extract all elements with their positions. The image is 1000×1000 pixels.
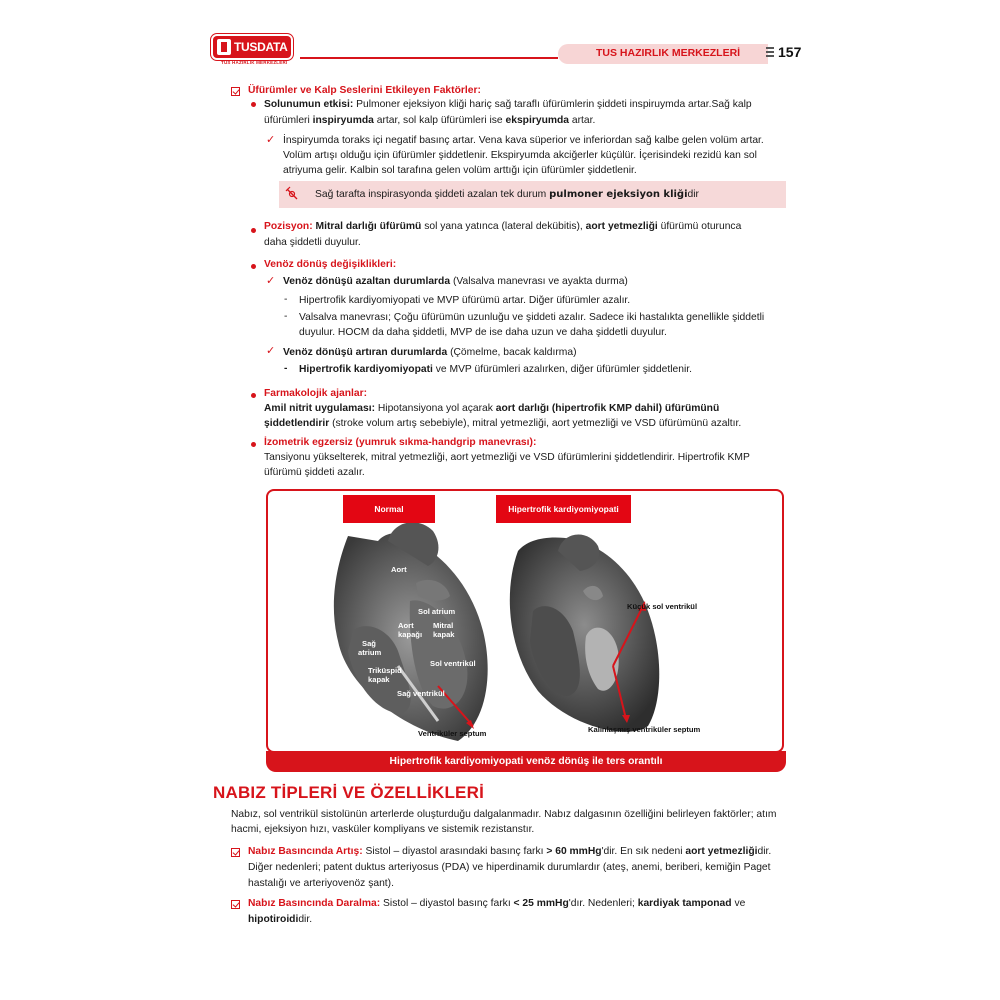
logo-mark-icon [217,39,231,55]
dash-marker: - [284,311,288,322]
figure-caption: Hipertrofik kardiyomiyopati venöz dönüş ile ters orantılı [266,751,786,772]
label-trikuspid-1: Triküspid [368,666,402,675]
page-number: 157 [778,44,802,60]
tab-hcm: Hipertrofik kardiyomiyopati [496,495,631,523]
label-sol-ventrikul: Sol ventrikül [430,659,476,668]
heart-illustrations [268,491,784,753]
logo-text: TUSDATA [234,40,288,54]
label-ventrikuler-septum: Ventriküler septum [418,729,487,738]
pozisyon-line-1: Pozisyon: Mitral darlığı üfürümü sol yana yatınca (lateral dekübitis), aort yetmezliği üfürümü oturunca [264,221,742,232]
header-rule [300,57,558,59]
header-bars-icon [766,47,774,59]
izometrik-label: İzometrik egzersiz (yumruk sıkma-handgrip manevrası): [264,437,537,448]
farma-line-2: şiddetlendirir (stroke volum artış sebebiyle), mitral yetmezliği, aort yetmezliği ve VSD üfürümünü azaltır. [264,418,742,429]
solunum-sub-2: Volüm artışı olduğu için üfürümler şiddetlenir. Ekspiryumda akciğerler küçülür. İçerisindeki rezidü kan sol [283,150,757,161]
venoz-label: Venöz dönüş değişiklikleri: [264,259,397,270]
section-title: Üfürümler ve Kalp Seslerini Etkileyen Faktörler: [248,85,481,96]
label-mitral-2: kapak [433,630,455,639]
checkbox-icon [231,848,240,857]
checkbox-icon [231,900,240,909]
label-sag-ventrikul: Sağ ventrikül [397,689,445,698]
label-mitral-1: Mitral [433,621,454,630]
artis-line-2: Diğer nedenleri; patent duktus arteriyosus (PDA) ve hiperdinamik durumlardır (ateş, anemi, beriberi, kemiğin Paget [248,862,771,873]
daralma-line-1: Nabız Basıncında Daralma: Sistol – diyastol basınç farkı < 25 mmHg'dır. Nedenleri; kardiyak tamponad ve [248,898,746,909]
venoz-artiran: Venöz dönüşü artıran durumlarda (Çömelme, bacak kaldırma) [283,347,577,358]
pozisyon-line-2: daha şiddetli duyulur. [264,237,361,248]
label-trikuspid-2: kapak [368,675,390,684]
stethoscope-note-icon [285,186,299,200]
venoz-item-1: Hipertrofik kardiyomiyopati ve MVP üfürümü artar. Diğer üfürümler azalır. [299,295,631,306]
label-aort-kapagi-1: Aort [398,621,414,630]
venoz-item-2a: Valsalva manevrası; Çoğu üfürümün uzunluğu ve şiddeti azalır. Sadece iki hastalıkta genellikle şiddetli [299,312,765,323]
tab-normal: Normal [343,495,435,523]
dash-marker: - [284,294,288,305]
logo-subtitle: TUS HAZIRLIK MERKEZLERİ [221,60,288,65]
solunum-sub-1: İnspiryumda toraks içi negatif basınç artar. Vena kava süperior ve inferiordan sağ kalbe gelen volüm artar. [283,135,764,146]
label-kucuk-sol-ventrikul: Küçük sol ventrikül [627,602,698,611]
label-sag-atrium-1: Sağ [362,639,376,648]
heart-figure [266,489,784,753]
label-sol-atrium: Sol atrium [418,607,456,616]
nabiz-intro-2: hacmi, ejeksiyon hızı, vasküler kompliyans ve sistemik rezistanstır. [231,824,535,835]
dash-marker: - [284,363,288,374]
section2-title: NABIZ TİPLERİ VE ÖZELLİKLERİ [213,783,484,802]
izometrik-line-1: Tansiyonu yükselterek, mitral yetmezliği, aort yetmezliği ve VSD üfürümlerini şiddetlendirir. Hipertrofik KMP [264,452,750,463]
farma-label: Farmakolojik ajanlar: [264,388,368,399]
venoz-azaltan: Venöz dönüşü azaltan durumlarda (Valsalva manevrası ve ayakta durma) [283,276,628,287]
bullet-icon [251,264,256,269]
venoz-item-2b: duyulur. HOCM da daha şiddetli, MVP de ise daha uzun ve daha şiddetli duyulur. [299,327,667,338]
venoz-item-3: Hipertrofik kardiyomiyopati ve MVP üfürümleri azalırken, diğer üfürümler şiddetlenir. [299,364,692,375]
check-icon: ✓ [266,275,276,287]
nabiz-intro-1: Nabız, sol ventrikül sistolünün arterlerde oluşturduğu dalgalanmadır. Nabız dalgasının özelliğini belirleyen faktörler; atım [231,809,777,820]
label-sag-atrium-2: atrium [358,648,382,657]
bullet-icon [251,102,256,107]
logo-badge [213,36,291,58]
note-text: Sağ tarafta inspirasyonda şiddeti azalan tek durum pulmoner ejeksiyon kliğidir [315,189,699,200]
farma-line-1: Amil nitrit uygulaması: Hipotansiyona yol açarak aort darlığı (hipertrofik KMP dahil) üfürümünü [264,403,720,414]
artis-line-3: hastalığı ve arteriyovenöz şant). [248,878,394,889]
tusdata-logo [213,36,291,68]
label-aort: Aort [391,565,407,574]
solunum-line-2: üfürümleri inspiryumda artar, sol kalp üfürümleri ise ekspiryumda artar. [264,115,596,126]
daralma-line-2: hipotiroididir. [248,914,313,925]
solunum-sub-3: atriyuma gelir. Kalbin sol tarafına gelen volüm arttığı için üfürümler şiddetlenir. [283,165,637,176]
artis-line-1: Nabız Basıncında Artış: Sistol – diyastol arasındaki basınç farkı > 60 mmHg'dir. En sık nedeni aort yetmezliğidir. [248,846,772,857]
bullet-icon [251,393,256,398]
hcm-heart [510,535,659,732]
header-title: TUS HAZIRLIK MERKEZLERİ [596,47,741,59]
checkbox-icon [231,87,240,96]
check-icon: ✓ [266,345,276,357]
check-icon: ✓ [266,134,276,146]
solunum-line-1: Solunumun etkisi: Pulmoner ejeksiyon kliği hariç sağ taraflı üfürümlerin şiddeti inspiruymda artar.Sağ kalp [264,99,752,110]
bullet-icon [251,442,256,447]
izometrik-line-2: üfürümü şiddeti azalır. [264,467,365,478]
label-aort-kapagi-2: kapağı [398,630,423,639]
bullet-icon [251,228,256,233]
label-kalinlasmis-septum: Kalınlaşmış ventriküler septum [588,725,701,734]
